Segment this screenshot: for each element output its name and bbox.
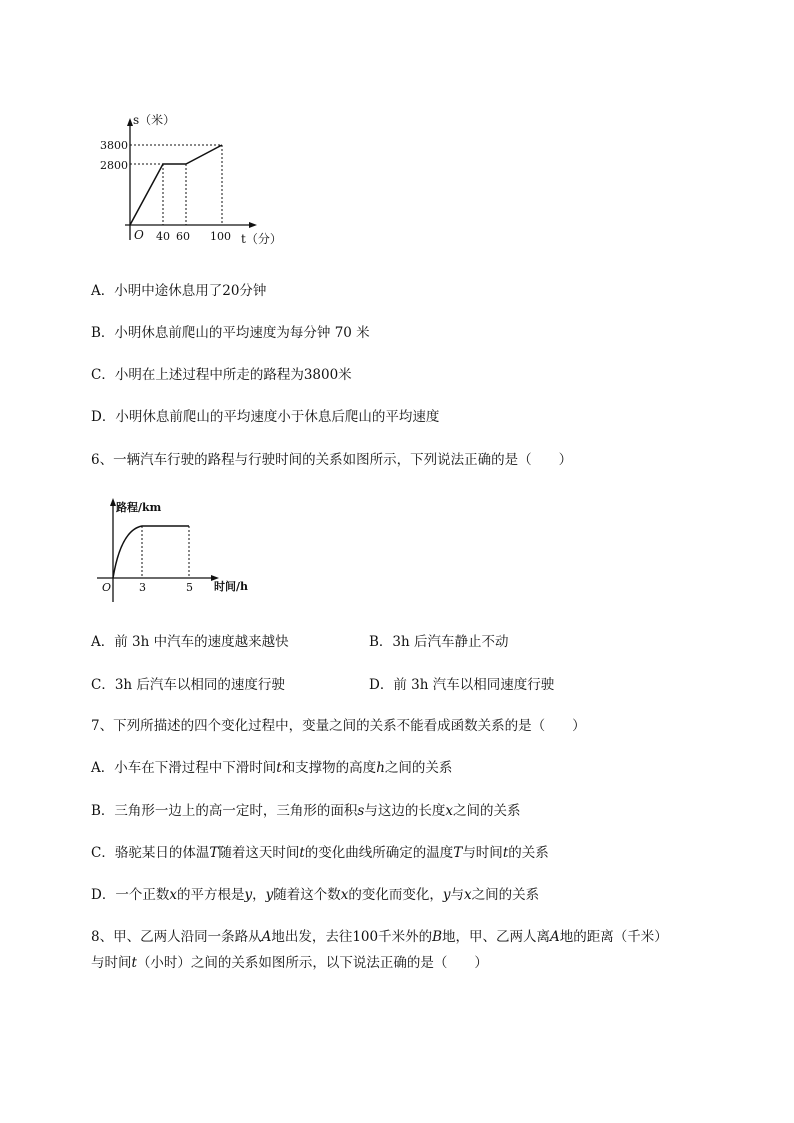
x-tick-5: 5: [186, 581, 193, 594]
q6-stem: 6、一辆汽车行驶的路程与行驶时间的关系如图所示，下列说法正确的是（ ）: [91, 452, 573, 468]
guide-lines: [142, 526, 189, 578]
distance-curve: [130, 145, 222, 225]
y-axis-label: 路程/km: [116, 501, 162, 514]
q6-option-a: A．前 3h 中汽车的速度越来越快: [91, 634, 289, 650]
q5-option-d: D．小明休息前爬山的平均速度小于休息后爬山的平均速度: [91, 409, 440, 425]
q6-option-b: B．3h 后汽车静止不动: [369, 634, 509, 650]
q7-stem: 7、下列所描述的四个变化过程中，变量之间的关系不能看成函数关系的是（ ）: [91, 718, 586, 734]
y-axis-label: s（米）: [133, 113, 176, 127]
x-axis-label: 时间/h: [214, 580, 249, 593]
q8-stem-line1: 8、甲、乙两人沿同一条路从A地出发，去往100千米外的B地，甲、乙两人离A地的距离（千米）: [91, 929, 668, 945]
q7-option-b: B．三角形一边上的高一定时，三角形的面积s与这边的长度x之间的关系: [91, 803, 521, 819]
q7-option-a: A．小车在下滑过程中下滑时间t和支撑物的高度h之间的关系: [91, 760, 453, 776]
q5-option-c: C．小明在上述过程中所走的路程为3800米: [91, 367, 352, 383]
distance-curve: [113, 526, 189, 578]
y-tick-2800: 2800: [100, 159, 128, 172]
q7-option-c: C．骆驼某日的体温T随着这天时间t的变化曲线所确定的温度T与时间t的关系: [91, 845, 549, 861]
y-tick-3800: 3800: [100, 139, 128, 152]
x-tick-100: 100: [210, 230, 231, 243]
q7-option-d: D．一个正数x的平方根是y，y随着这个数x的变化而变化，y与x之间的关系: [91, 887, 540, 903]
q8-stem-line2: 与时间t（小时）之间的关系如图所示，以下说法正确的是（ ）: [91, 955, 488, 971]
x-axis-label: t（分）: [241, 232, 282, 246]
origin-label: O: [134, 228, 144, 242]
guide-lines: [130, 145, 222, 225]
q5-option-a: A．小明中途休息用了20分钟: [91, 283, 267, 299]
graph-distance-time-q6: [93, 492, 263, 607]
x-axis-arrow: [249, 222, 257, 228]
x-tick-3: 3: [139, 581, 146, 594]
x-tick-60: 60: [176, 230, 190, 243]
q6-option-d: D．前 3h 汽车以相同速度行驶: [369, 677, 555, 693]
x-tick-40: 40: [156, 230, 170, 243]
origin-label: O: [102, 581, 112, 594]
q5-option-b: B．小明休息前爬山的平均速度为每分钟 70 米: [91, 325, 370, 341]
q6-option-c: C．3h 后汽车以相同的速度行驶: [91, 677, 285, 693]
graph-distance-time-q5: [100, 112, 300, 252]
